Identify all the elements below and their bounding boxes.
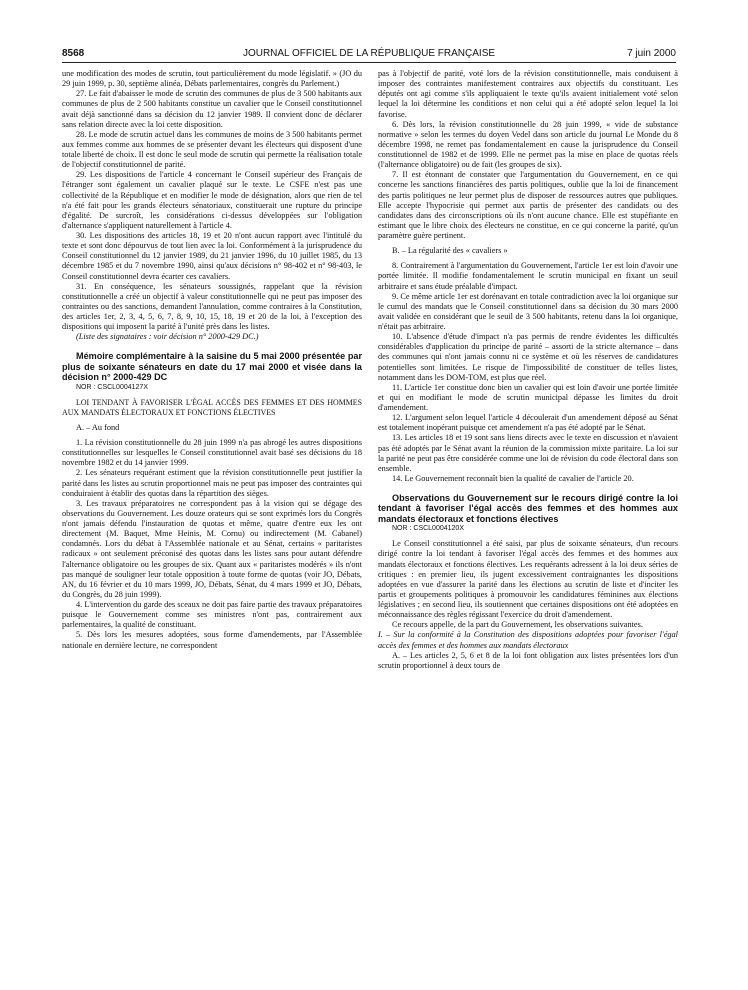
- observations-title: Observations du Gouvernement sur le recours dirigé contre la loi tendant à favoriser l'égal accès des femmes et des hommes aux mandats électoraux et fonctions électives: [378, 493, 678, 524]
- paragraph: 13. Les articles 18 et 19 sont sans liens directs avec le texte en discussion et n'avaient pas été adoptés par le Sénat avant la réunion de la commission mixte paritaire. La loi sur la parité ne peut pas être considérée comme une loi de révision du code électoral dans son ensemble.: [378, 433, 678, 473]
- page-header: [62, 48, 676, 60]
- paragraph: une modification des modes de scrutin, tout particulièrement du mode législatif. » (JO du 29 juin 1999, p. 30, septième alinéa, Débats parlementaires, congrès du Parlement.): [62, 69, 362, 89]
- journal-title: JOURNAL OFFICIEL DE LA RÉPUBLIQUE FRANÇAISE: [242, 48, 496, 59]
- section-heading-b: B. – La régularité des « cavaliers »: [392, 246, 508, 256]
- issue-date: 7 juin 2000: [627, 48, 676, 59]
- paragraph: A. – Les articles 2, 5, 6 et 8 de la loi font obligation aux listes présentées lors d'un scrutin proportionnel à deux tours de: [378, 650, 678, 670]
- paragraph: 9. Ce même article 1er est dorénavant en totale contradiction avec la loi organique sur le cumul des mandats que le Conseil constitutionnel dans sa décision du 30 mars 2000 avait validée en considérant que le seuil de 3 500 habitants, retenu dans la loi organique, n'était pas arbitraire.: [378, 291, 678, 331]
- paragraph: 10. L'absence d'étude d'impact n'a pas permis de rendre évidentes les difficultés considérables d'application du principe de parité – assorti de la stricte alternance – dans des communes qui n'ont jamais connu ni ce système et où les réserves de candidatures potentielles sont limitées. Le risque de l'impossibilité de constituer de telles listes, notamment dans les DOM-TOM, est plus que réel.: [378, 332, 678, 382]
- paragraph: Le Conseil constitutionnel a été saisi, par plus de soixante sénateurs, d'un recours dirigé contre la loi tendant à favoriser l'égal accès des femmes et des hommes aux mandats électoraux et fonctions électives. Les requérants adressent à la loi deux séries de critiques : en premier lieu, ils jugent excessivement contraignantes les dispositions adoptées en vue d'assurer la parité dans les élections au scrutin de liste et d'inciter les partis et groupements politiques à promouvoir les candidatures féminines aux élections législatives ; en second lieu, ils soutiennent que certaines dispositions ont été adoptées en méconnaissance des règles régissant l'exercice du droit d'amendement.: [378, 539, 678, 620]
- paragraph: 14. Le Gouvernement reconnaît bien la qualité de cavalier de l'article 20.: [392, 473, 634, 483]
- paragraph: 11. L'article 1er constitue donc bien un cavalier qui est loin d'avoir une portée limitée et qui en modifiant le mode de scrutin municipal dépasse les limites du droit d'amendement.: [378, 382, 678, 412]
- paragraph: pas à l'objectif de parité, voté lors de la révision constitutionnelle, mais conduisent à imposer des contraintes manifestement contraires aux objectifs du constituant. Les députés ont agi comme s'ils appliquaient le texte qu'ils avaient initialement voté selon lequel la loi détermine les conditions et non celui qui a été adopté selon lequel la loi favorise.: [378, 69, 678, 119]
- loi-title: LOI TENDANT À FAVORISER L'ÉGAL ACCÈS DES FEMMES ET DES HOMMES AUX MANDATS ÉLECTORAUX ET FONCTIONS ÉLECTIVES: [62, 397, 362, 417]
- paragraph: 4. L'intervention du garde des sceaux ne doit pas faire partie des travaux préparatoires puisque le Gouvernement comme ses ministres n'ont pas, contrairement aux parlementaires, la qualité de constituant.: [62, 600, 362, 630]
- paragraph: 1. La révision constitutionnelle du 28 juin 1999 n'a pas abrogé les autres dispositions constitutionnelles sur lesquelles le Conseil constitutionnel avait basé ses décisions du 18 novembre 1982 et du 14 janvier 1999.: [62, 438, 362, 468]
- section-heading-i: I. – Sur la conformité à la Constitution des dispositions adoptées pour favoriser l'égal accès des femmes et des hommes aux mandats électoraux: [378, 630, 678, 650]
- paragraph: Ce recours appelle, de la part du Gouvernement, les observations suivantes.: [392, 620, 643, 630]
- paragraph: 5. Dès lors les mesures adoptées, sous forme d'amendements, par l'Assemblée nationale en dernière lecture, ne correspondent: [62, 630, 362, 650]
- paragraph: 28. Le mode de scrutin actuel dans les communes de moins de 3 500 habitants permet aux femmes comme aux hommes de se présenter devant les électeurs qui disposent d'une totale liberté de choix. Il est donc le seul mode de scrutin qui permette la réalisation totale de l'objectif constitutionnel de parité.: [62, 129, 362, 170]
- right-column: [378, 69, 678, 671]
- spacer: [62, 342, 362, 351]
- page-number: 8568: [62, 48, 85, 59]
- paragraph: 31. En conséquence, les sénateurs soussignés, rappelant que la révision constitutionnelle a créé un objectif à valeur constitutionnelle qui ne peut pas imposer des contraintes ou des sanctions, demandent l'annulation, comme contraires à la Constitution, des articles 1er, 2, 3, 4, 5, 6, 7, 8, 9, 10, 15, 18, 19 et 20 de la loi, à l'exception des dispositions qui imposent la parité à l'unité près dans les listes.: [62, 281, 362, 332]
- paragraph: 12. L'argument selon lequel l'article 4 découlerait d'un amendement déposé au Sénat est totalement inopérant puisque cet amendement n'a pas été adopté par le Sénat.: [378, 413, 678, 433]
- paragraph: 29. Les dispositions de l'article 4 concernant le Conseil supérieur des Français de l'étranger sont également un cavalier plaqué sur le texte. Le CSFE n'est pas une collectivité de la République et en modifier le mode de désignation, alors que rien de tel n'a été fait pour les grands électeurs sénatoriaux, constituerait une rupture du principe d'égalité. De surcroît, les considérations ci-dessus développées sur l'obligation d'alternance s'appliquent naturellement à l'article 4.: [62, 170, 362, 230]
- paragraph: 27. Le fait d'abaisser le mode de scrutin des communes de plus de 3 500 habitants aux communes de plus de 2 500 habitants constitue un cavalier que le Conseil constitutionnel avait déjà sanctionné dans sa décision du 12 janvier 1989. Il convient donc de déclarer sans relation directe avec la loi cette disposition.: [62, 89, 362, 129]
- signatories-note: (Liste des signataires : voir décision n° 2000-429 DC.): [76, 332, 259, 342]
- paragraph: 7. Il est étonnant de constater que l'argumentation du Gouvernement, en ce qui concerne les sanctions financières des partis politiques, oublie que la loi de financement des partis politiques ne leur permet plus de disposer de ressources autres que publiques. Elle accepte l'hypocrisie qui permet aux partis de présenter des candidats ou des candidates dans des circonscriptions où ils n'ont aucune chance. Elle est stupéfiante en estimant que le libre choix des électeurs ne constitue, en ce qui concerne la parité, qu'un paramètre guère pertinent.: [378, 170, 678, 240]
- section-heading-a: A. – Au fond: [76, 422, 120, 432]
- left-column: [62, 69, 362, 651]
- paragraph: 2. Les sénateurs requérant estiment que la révision constitutionnelle peut justifier la parité dans les listes au scrutin proportionnel mais ne peut pas imposer des contraintes qui conduiraient à établir des quotas dans la répartition des sièges.: [62, 468, 362, 498]
- observations-nor: NOR : CSCL0004120X: [392, 525, 464, 533]
- header-rule: [62, 62, 676, 63]
- spacer: [378, 484, 678, 493]
- memoire-nor: NOR : CSCL0004127X: [76, 383, 148, 391]
- memoire-title: Mémoire complémentaire à la saisine du 5 mai 2000 présentée par plus de soixante sénateurs en date du 17 mai 2000 et visée dans la décision n° 2000-429 DC: [62, 351, 362, 383]
- paragraph: 3. Les travaux préparatoires ne correspondent pas à la vision qui se dégage des observations du Gouvernement. Les douze orateurs qui se sont exprimés lors du Congrès n'ont jamais défendu l'instauration de quotas et même, quatre d'entre eux les ont directement (M. Baquet, Mme Heinis, M. Cornu) ou indirectement (M. Cabanel) condamnés. Lors du débat à l'Assemblée nationale et au Sénat, certains « paritaristes radicaux » ont seulement préconisé des quotas dans les listes sans pour autant défendre l'alternance obligatoire ou les groupes de six. Quant aux « paritaristes modérés » ils n'ont pas manqué de souligner leur totale opposition à toute forme de quotas (voir JO, Débats, AN, du 16 février et du 10 mars 1999, JO, Débats, Sénat, du 4 mars 1999 et JO, Débats, du Congrès, du 28 juin 1999).: [62, 498, 362, 599]
- paragraph: 30. Les dispositions des articles 18, 19 et 20 n'ont aucun rapport avec l'intitulé du texte et sont donc dépourvus de tout lien avec la loi. Conformément à la jurisprudence du Conseil constitutionnel du 12 janvier 1989, du 21 janvier 1996, du 10 juillet 1985, du 13 décembre 1985 et du 7 novembre 1990, ainsi qu'aux décisions n° 98-402 et n° 98-403, le Conseil constitutionnel devra écarter ces cavaliers.: [62, 231, 362, 281]
- paragraph: 6. Dès lors, la révision constitutionnelle du 28 juin 1999, « vide de substance normative » selon les termes du doyen Vedel dans son article du journal Le Monde du 8 décembre 1998, ne remet pas fondamentalement en cause la jurisprudence du Conseil constitutionnel de 1982 et de 1999. Elle ne permet pas la mise en place de quotas réels (l'alternance obligatoire) ou de fait (les groupes de six).: [378, 119, 678, 170]
- paragraph: 8. Contrairement à l'argumentation du Gouvernement, l'article 1er est loin d'avoir une portée limitée. Il modifie fondamentalement le scrutin municipal en fixant un seuil arbitraire et sans étude préalable d'impact.: [378, 261, 678, 291]
